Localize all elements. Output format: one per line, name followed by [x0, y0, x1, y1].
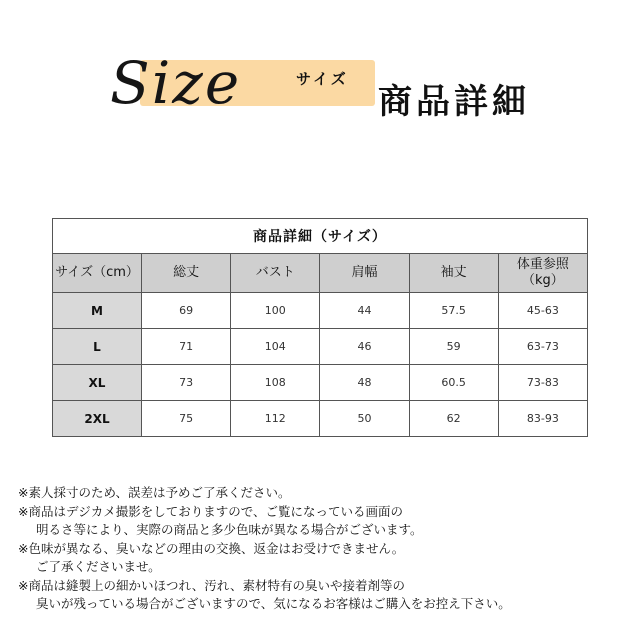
size-label-cell: M: [53, 293, 142, 329]
column-header: サイズ（cm）: [53, 254, 142, 293]
column-header: 肩幅: [320, 254, 409, 293]
column-header: 袖丈: [409, 254, 498, 293]
table-cell: 60.5: [409, 365, 498, 401]
size-label-cell: L: [53, 329, 142, 365]
logo-product-details: 商品詳細: [378, 82, 530, 122]
table-cell: 75: [142, 401, 231, 437]
header-banner: [0, 0, 640, 200]
table-cell: 63-73: [498, 329, 587, 365]
note-line: ※商品は縫製上の細かいほつれ、汚れ、素材特有の臭いや接着剤等の: [18, 577, 405, 593]
table-cell: 71: [142, 329, 231, 365]
table-row: [53, 365, 588, 401]
size-table: [52, 218, 588, 437]
note-line: 明るさ等により、実際の商品と多少色味が異なる場合がございます。: [36, 522, 423, 537]
column-header: [498, 254, 587, 293]
table-row: [53, 329, 588, 365]
table-cell: 112: [231, 401, 320, 437]
column-header: バスト: [231, 254, 320, 293]
table-cell: 73-83: [498, 365, 587, 401]
note-line: 臭いが残っている場合がございますので、気になるお客様はご購入をお控え下さい。: [36, 596, 511, 611]
note-line: ※色味が異なる、臭いなどの理由の交換、返金はお受けできません。: [18, 540, 405, 556]
table-header-row: [53, 254, 588, 293]
table-row: [53, 401, 588, 437]
table-cell: 44: [320, 293, 409, 329]
table-cell: 48: [320, 365, 409, 401]
note-line: ご了承くださいませ。: [36, 559, 161, 574]
table-row: [53, 293, 588, 329]
table-cell: 73: [142, 365, 231, 401]
table-cell: 57.5: [409, 293, 498, 329]
table-cell: 45-63: [498, 293, 587, 329]
note-line: ※素人採寸のため、誤差は予めご了承ください。: [18, 485, 291, 500]
table-cell: 100: [231, 293, 320, 329]
notes-section: [18, 484, 628, 614]
size-label-cell: 2XL: [53, 401, 142, 437]
table-cell: 46: [320, 329, 409, 365]
table-cell: 62: [409, 401, 498, 437]
table-cell: 50: [320, 401, 409, 437]
size-label-cell: XL: [53, 365, 142, 401]
table-cell: 69: [142, 293, 231, 329]
note-line: ※商品はデジカメ撮影をしておりますので、ご覧になっている画面の: [18, 503, 403, 519]
table-cell: 108: [231, 365, 320, 401]
table-cell: 83-93: [498, 401, 587, 437]
logo-size-kana: サイズ: [296, 70, 349, 88]
column-header: 総丈: [142, 254, 231, 293]
logo-size-word: Size: [110, 49, 242, 117]
table-cell: 59: [409, 329, 498, 365]
table-cell: 104: [231, 329, 320, 365]
column-header-line: （kg）: [521, 273, 564, 288]
column-header-line: 体重参照: [516, 257, 569, 272]
table-caption-row: [53, 219, 588, 254]
table-caption: 商品詳細（サイズ）: [53, 219, 588, 254]
